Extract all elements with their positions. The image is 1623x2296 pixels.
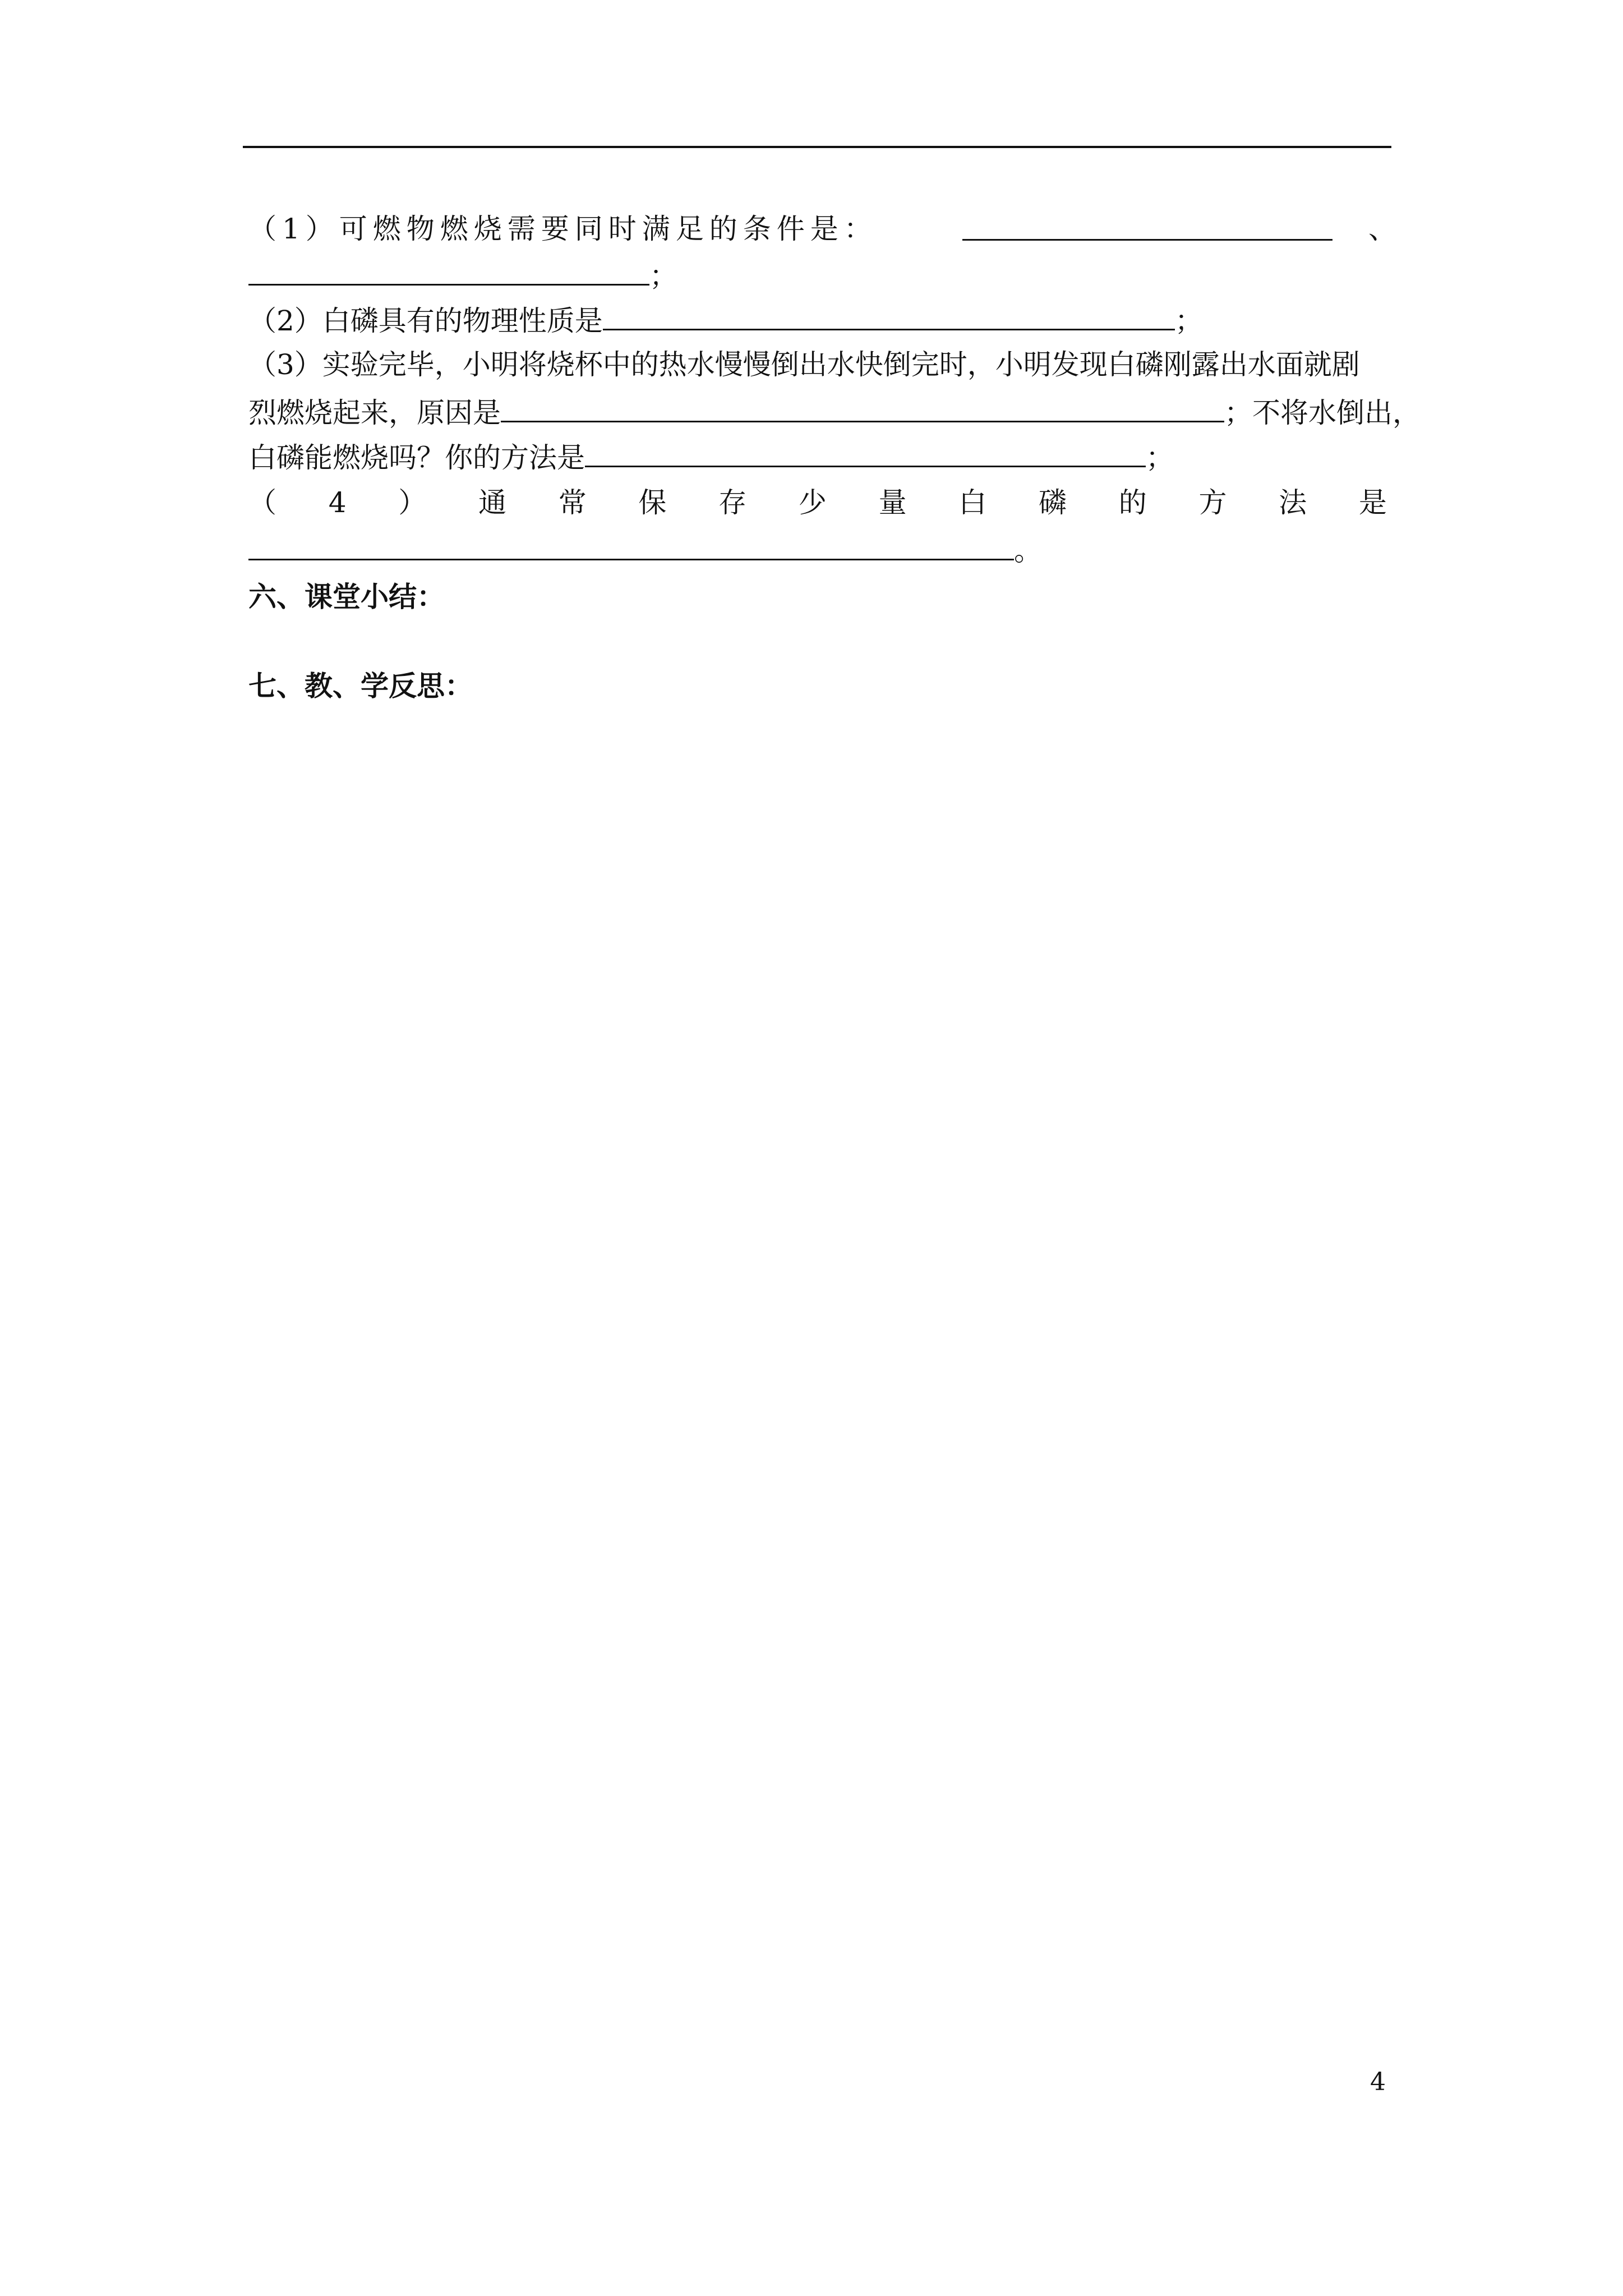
question-4-char: 常 (558, 486, 587, 519)
question-4-char: 磷 (1039, 486, 1067, 519)
question-4-char: 通 (478, 486, 506, 519)
question-2-end: ； (1174, 305, 1203, 337)
question-3-prefix-3: 白磷能燃烧吗？你的方法是 (248, 441, 585, 474)
summary-heading: 六、课堂小结： (248, 580, 445, 613)
question-4-char: 方 (1198, 486, 1227, 519)
question-3-end: ； (1146, 441, 1174, 474)
question-2-prefix: （2）白磷具有的物理性质是 (248, 305, 603, 337)
header-rule (243, 146, 1391, 148)
question-4-end: 。 (1014, 535, 1042, 567)
question-4-char: 法 (1279, 486, 1307, 519)
question-4-char: 少 (798, 486, 827, 519)
question-4-char: 的 (1118, 486, 1147, 519)
question-3-line-1 (248, 348, 1360, 381)
question-1-prefix: （1）可燃物燃烧需要同时满足的条件是： (248, 213, 878, 245)
question-4-line-2 (248, 532, 1042, 565)
question-3-blank-2[interactable] (585, 439, 1146, 467)
question-4-line-1 (248, 486, 1387, 519)
page-number: 4 (1370, 2068, 1386, 2096)
reflection-heading: 七、教、学反思： (248, 669, 473, 702)
question-1-line-1 (248, 212, 878, 246)
question-4-char: 4 (328, 486, 347, 519)
question-2-blank[interactable] (603, 302, 1175, 330)
question-3-blank-1[interactable] (501, 394, 1224, 422)
question-1-mid: 、 (1368, 213, 1396, 245)
question-3-prefix-2: 烈燃烧起来，原因是 (248, 397, 501, 429)
question-1-blank-2[interactable] (248, 257, 649, 286)
question-4-char: 是 (1358, 486, 1387, 519)
question-1-line-2 (248, 257, 677, 291)
question-3-text: （3）实验完毕，小明将烧杯中的热水慢慢倒出水快倒完时，小明发现白磷刚露出水面就剧 (248, 348, 1360, 381)
question-4-blank[interactable] (248, 532, 1014, 560)
question-4-char: 存 (718, 486, 747, 519)
question-4-char: 白 (958, 486, 987, 519)
question-1-separator (1368, 212, 1396, 246)
question-4-char: 量 (878, 486, 907, 519)
question-3-line-3 (248, 439, 1174, 472)
question-3-mid: ；不将水倒出， (1224, 397, 1421, 429)
question-4-char: 保 (638, 486, 667, 519)
question-3-line-2 (248, 394, 1421, 427)
question-4-char: ） (398, 486, 427, 519)
question-1-end: ； (649, 260, 677, 292)
question-1-blank-1[interactable] (962, 212, 1332, 241)
question-4-char: （ (248, 486, 276, 519)
question-2-line (248, 302, 1203, 335)
